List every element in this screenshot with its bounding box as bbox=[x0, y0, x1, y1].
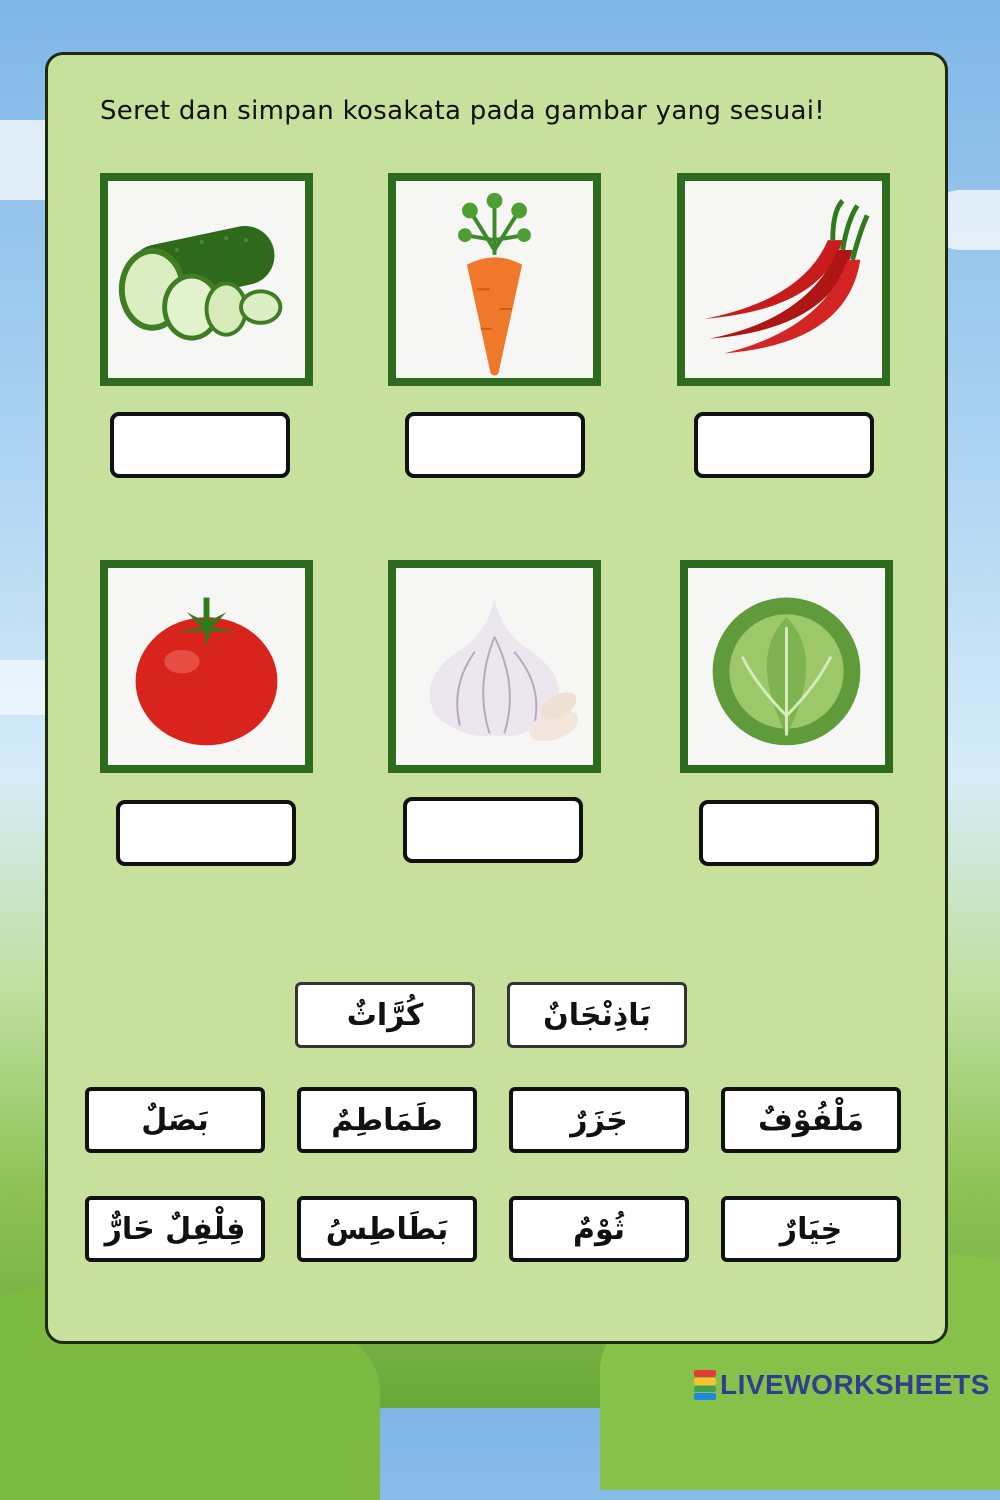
word-tile[interactable]: ثُوْمٌ bbox=[509, 1196, 689, 1262]
answer-box-garlic[interactable] bbox=[403, 797, 583, 863]
word-tile[interactable]: بَاذِنْجَانٌ bbox=[507, 982, 687, 1048]
answer-box-cucumber[interactable] bbox=[110, 412, 290, 478]
liveworksheets-icon bbox=[694, 1370, 716, 1400]
word-tile[interactable]: طَمَاطِمٌ bbox=[297, 1087, 477, 1153]
carrot-image bbox=[388, 173, 601, 386]
cabbage-image bbox=[680, 560, 893, 773]
word-tile[interactable]: مَلْفُوْفٌ bbox=[721, 1087, 901, 1153]
answer-box-tomato[interactable] bbox=[116, 800, 296, 866]
instruction-text: Seret dan simpan kosakata pada gambar yang sesuai! bbox=[100, 96, 825, 126]
word-tile[interactable]: فِلْفِلٌ حَارٌّ bbox=[85, 1196, 265, 1262]
word-tile[interactable]: بَصَلٌ bbox=[85, 1087, 265, 1153]
word-tile[interactable]: كُرَّاثٌ bbox=[295, 982, 475, 1048]
answer-box-carrot[interactable] bbox=[405, 412, 585, 478]
word-tile[interactable]: بَطَاطِسُ bbox=[297, 1196, 477, 1262]
answer-box-chili[interactable] bbox=[694, 412, 874, 478]
chili-image bbox=[677, 173, 890, 386]
garlic-image bbox=[388, 560, 601, 773]
word-tile[interactable]: جَزَرٌ bbox=[509, 1087, 689, 1153]
word-tile[interactable]: خِيَارٌ bbox=[721, 1196, 901, 1262]
answer-box-cabbage[interactable] bbox=[699, 800, 879, 866]
tomato-image bbox=[100, 560, 313, 773]
cucumber-image bbox=[100, 173, 313, 386]
brand-text: LIVEWORKSHEETS bbox=[720, 1369, 990, 1400]
liveworksheets-logo bbox=[694, 1368, 990, 1402]
